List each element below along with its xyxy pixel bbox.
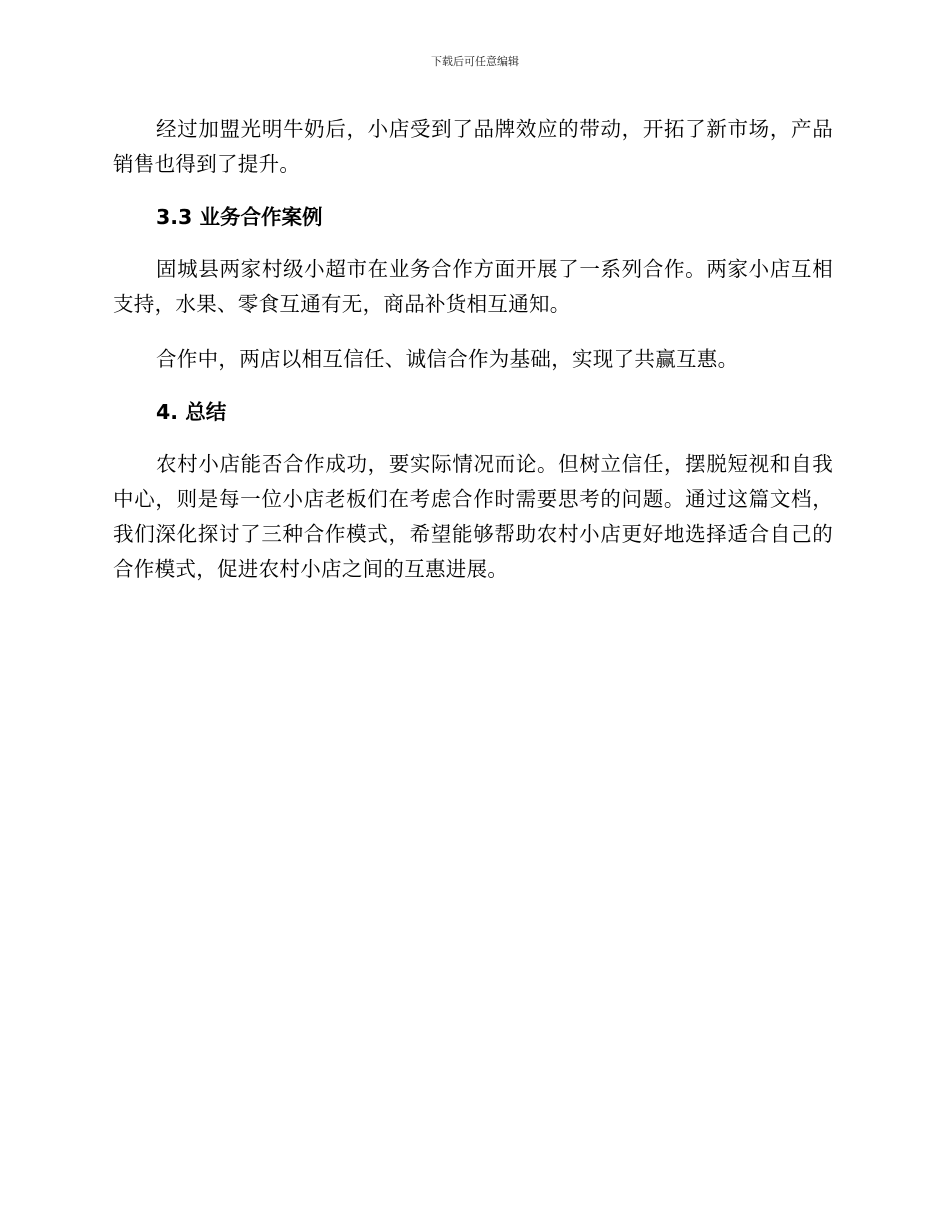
paragraph-business-cooperation: 固城县两家村级小超市在业务合作方面开展了一系列合作。两家小店互相支持，水果、零食互通有无，商品补货相互通知。	[113, 257, 833, 316]
paragraph-brand-effect: 经过加盟光明牛奶后，小店受到了品牌效应的带动，开拓了新市场，产品销售也得到了提升。	[113, 117, 833, 176]
document-body	[113, 112, 833, 587]
paragraph-mutual-trust: 合作中，两店以相互信任、诚信合作为基础，实现了共赢互惠。	[156, 347, 739, 371]
section-heading-4: 4. 总结	[156, 400, 227, 424]
section-heading-3-3: 3.3 业务合作案例	[156, 205, 323, 229]
page-header: 下载后可任意编辑	[431, 55, 519, 68]
paragraph-summary: 农村小店能否合作成功，要实际情况而论。但树立信任，摆脱短视和自我中心，则是每一位小店老板们在考虑合作时需要思考的问题。通过这篇文档，我们深化探讨了三种合作模式，希望能够帮助农村小店更好地选择适合自己的合作模式，促进农村小店之间的互惠进展。	[113, 452, 833, 581]
